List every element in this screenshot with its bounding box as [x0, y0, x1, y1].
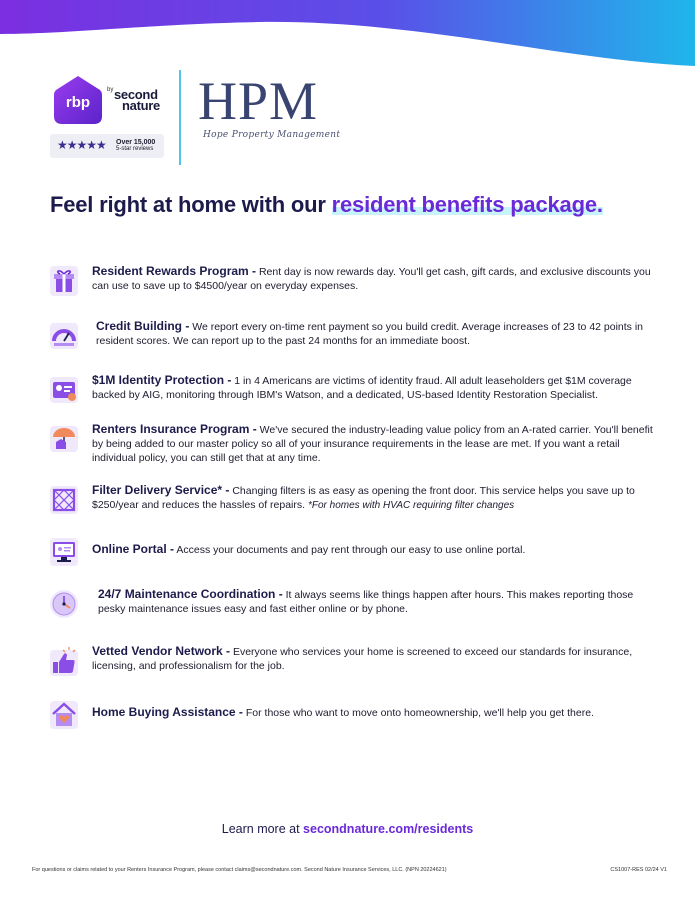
reviews-count: Over 15,000	[116, 139, 156, 146]
benefit-text	[92, 264, 654, 293]
rbp-by-label: by	[107, 87, 114, 93]
logo-area	[50, 70, 350, 165]
reviews-label: 5-star reviews	[116, 146, 154, 152]
benefit-body: Changing filters is as easy as opening the front door. This service helps you save up to $250/year and reduces the hassles of repairs.	[92, 485, 635, 511]
benefit-body: It always seems like things happen after hours. This makes reporting those pesky maintenance issues easy and fast either online or by phone.	[98, 589, 634, 615]
benefit-text	[98, 587, 660, 616]
document-code: CS1007-RES 02/24 V1	[610, 867, 667, 873]
reviews-text	[116, 139, 155, 153]
gift-icon	[47, 264, 81, 298]
umbrella-house-icon	[47, 422, 81, 456]
benefit-text	[92, 422, 654, 465]
benefit-text	[92, 542, 654, 557]
computer-portal-icon	[47, 535, 81, 569]
benefit-body: Access your documents and pay rent through our easy to use online portal.	[174, 544, 526, 556]
benefit-note: *For homes with HVAC requiring filter changes	[307, 500, 515, 511]
benefit-title: Vetted Vendor Network -	[92, 644, 231, 658]
identity-card-icon	[47, 373, 81, 407]
benefit-title: Renters Insurance Program -	[92, 422, 257, 436]
benefit-body: Rent day is now rewards day. You'll get cash, gift cards, and exclusive discounts you can use to save up to $4500/year on everyday expenses.	[92, 266, 651, 292]
benefit-text	[92, 705, 654, 720]
clock-icon	[47, 587, 81, 621]
learn-more-line	[0, 822, 695, 836]
wordmark-line-1: second	[114, 87, 158, 102]
rbp-badge-text: rbp	[65, 94, 91, 111]
logo-divider	[179, 70, 181, 165]
benefit-title: Home Buying Assistance -	[92, 705, 243, 719]
headline-highlight: resident benefits package.	[331, 192, 603, 217]
hpm-logo: HPM	[198, 71, 319, 131]
page-headline	[50, 192, 603, 218]
benefit-body: 1 in 4 Americans are victims of identity fraud. All adult leaseholders get $1M coverage backed by AIG, monitoring through IBM's Watson, and a dedicated, US-based Identity Restoration Specialist.	[92, 375, 632, 401]
learn-more-prefix: Learn more at	[221, 822, 304, 836]
second-nature-wordmark	[114, 89, 160, 111]
headline-prefix: Feel right at home with our	[50, 192, 332, 217]
benefit-title: Online Portal -	[92, 542, 175, 556]
benefit-title: $1M Identity Protection -	[92, 373, 232, 387]
benefit-body: We report every on-time rent payment so you build credit. Average increases of 23 to 42 points in resident scores. We can report up to the past 24 months for an immediate boost.	[96, 321, 644, 347]
benefit-body: We've secured the industry-leading value policy from an A-rated carrier. You'll benefit by being added to our master policy so all of your insurance requirements in the lease are met. If you want a retail individual policy, you can still get that at any time.	[92, 424, 653, 464]
insurance-disclaimer: For questions or claims related to your Renters Insurance Program, please contact claims@secondnature.com. Second Nature Insurance Services, LLC. (NPN 20224621)	[32, 867, 447, 873]
benefit-body: For those who want to move onto homeownership, we'll help you get there.	[242, 707, 594, 719]
benefit-title: 24/7 Maintenance Coordination -	[98, 587, 283, 601]
benefit-text	[92, 483, 654, 513]
benefit-text	[96, 319, 658, 348]
hpm-tagline: Hope Property Management	[203, 130, 341, 140]
thumbs-up-icon	[47, 644, 81, 678]
reviews-badge	[50, 134, 164, 158]
rbp-logo-badge	[52, 74, 104, 126]
learn-more-link[interactable]: secondnature.com/residents	[303, 822, 474, 836]
benefit-title: Filter Delivery Service* -	[92, 483, 230, 497]
wordmark-line-2: nature	[122, 98, 160, 113]
benefit-title: Credit Building -	[96, 319, 190, 333]
five-stars-icon: ★★★★★	[57, 138, 106, 152]
benefit-body: Everyone who services your home is screened to exceed our standards for insurance, licensing, and professionalism for the job.	[92, 646, 633, 672]
air-filter-icon	[47, 483, 81, 517]
benefit-text	[92, 373, 654, 402]
credit-gauge-icon	[47, 319, 81, 353]
benefit-title: Resident Rewards Program -	[92, 264, 257, 278]
benefit-text	[92, 644, 654, 673]
home-heart-icon	[47, 698, 81, 732]
header-wave	[0, 0, 695, 70]
